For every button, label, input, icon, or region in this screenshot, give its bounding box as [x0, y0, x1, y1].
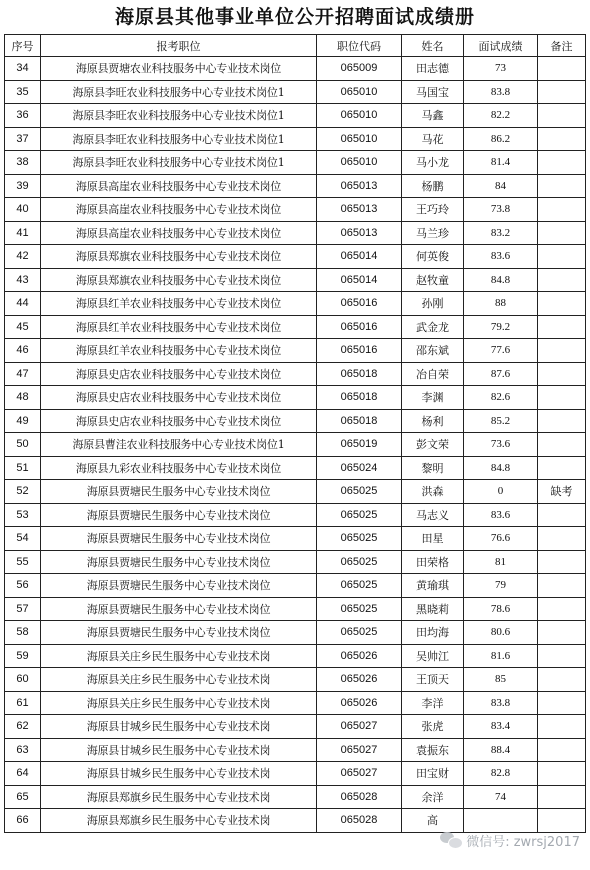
- cell-name: 赵牧童: [402, 268, 464, 292]
- cell-position: 海原县贾塘民生服务中心专业技术岗位: [41, 621, 317, 645]
- cell-score: 83.2: [464, 221, 538, 245]
- cell-seq: 62: [5, 715, 41, 739]
- cell-position: 海原县贾塘民生服务中心专业技术岗位: [41, 503, 317, 527]
- cell-score: 73.6: [464, 433, 538, 457]
- cell-seq: 47: [5, 362, 41, 386]
- cell-code: 065025: [317, 480, 402, 504]
- table-row: [5, 362, 586, 386]
- table-row: [5, 433, 586, 457]
- table-row: [5, 245, 586, 269]
- cell-code: 065025: [317, 503, 402, 527]
- cell-note: [538, 268, 586, 292]
- watermark-text: 微信号: zwrsj2017: [466, 834, 580, 850]
- cell-seq: 63: [5, 738, 41, 762]
- cell-code: 065026: [317, 644, 402, 668]
- cell-seq: 56: [5, 574, 41, 598]
- cell-code: 065010: [317, 151, 402, 175]
- cell-name: 余洋: [402, 785, 464, 809]
- cell-note: [538, 785, 586, 809]
- cell-seq: 49: [5, 409, 41, 433]
- cell-score: 85.2: [464, 409, 538, 433]
- watermark: [440, 828, 580, 852]
- cell-position: 海原县关庄乡民生服务中心专业技术岗: [41, 691, 317, 715]
- cell-code: 065018: [317, 409, 402, 433]
- cell-code: 065028: [317, 809, 402, 833]
- cell-note: [538, 104, 586, 128]
- table-row: [5, 386, 586, 410]
- cell-note: [538, 668, 586, 692]
- cell-name: 王顶天: [402, 668, 464, 692]
- table-row: [5, 104, 586, 128]
- cell-position: 海原县红羊农业科技服务中心专业技术岗位: [41, 292, 317, 316]
- table-row: [5, 198, 586, 222]
- cell-code: 065026: [317, 691, 402, 715]
- cell-seq: 60: [5, 668, 41, 692]
- cell-code: 065027: [317, 762, 402, 786]
- cell-name: 冶自荣: [402, 362, 464, 386]
- cell-score: 82.2: [464, 104, 538, 128]
- cell-name: 武金龙: [402, 315, 464, 339]
- cell-note: [538, 245, 586, 269]
- cell-score: 80.6: [464, 621, 538, 645]
- cell-score: 83.4: [464, 715, 538, 739]
- cell-code: 065013: [317, 174, 402, 198]
- table-row: [5, 80, 586, 104]
- table-row: [5, 527, 586, 551]
- cell-code: 065026: [317, 668, 402, 692]
- cell-code: 065028: [317, 785, 402, 809]
- cell-position: 海原县史店农业科技服务中心专业技术岗位: [41, 362, 317, 386]
- cell-name: 彭文荣: [402, 433, 464, 457]
- cell-score: 83.6: [464, 245, 538, 269]
- table-row: [5, 691, 586, 715]
- cell-position: 海原县郑旗乡民生服务中心专业技术岗: [41, 809, 317, 833]
- cell-code: 065018: [317, 386, 402, 410]
- cell-seq: 40: [5, 198, 41, 222]
- table-row: [5, 339, 586, 363]
- cell-name: 田志德: [402, 57, 464, 81]
- cell-seq: 54: [5, 527, 41, 551]
- cell-seq: 59: [5, 644, 41, 668]
- cell-position: 海原县贾塘农业科技服务中心专业技术岗位: [41, 57, 317, 81]
- cell-score: 78.6: [464, 597, 538, 621]
- table-row: [5, 268, 586, 292]
- table-row: [5, 715, 586, 739]
- cell-position: 海原县贾塘民生服务中心专业技术岗位: [41, 527, 317, 551]
- cell-note: [538, 456, 586, 480]
- cell-note: [538, 221, 586, 245]
- table-row: [5, 292, 586, 316]
- table-row: [5, 762, 586, 786]
- wechat-icon: [440, 831, 462, 849]
- cell-name: 田星: [402, 527, 464, 551]
- cell-score: 85: [464, 668, 538, 692]
- cell-code: 065013: [317, 198, 402, 222]
- cell-name: 马花: [402, 127, 464, 151]
- header-score: 面试成绩: [464, 35, 538, 57]
- table-row: [5, 597, 586, 621]
- cell-position: 海原县高崖农业科技服务中心专业技术岗位: [41, 174, 317, 198]
- cell-name: 高: [402, 809, 464, 833]
- header-seq: 序号: [5, 35, 41, 57]
- cell-seq: 53: [5, 503, 41, 527]
- cell-position: 海原县九彩农业科技服务中心专业技术岗位: [41, 456, 317, 480]
- cell-score: 76.6: [464, 527, 538, 551]
- table-row: [5, 668, 586, 692]
- cell-score: 73: [464, 57, 538, 81]
- cell-seq: 38: [5, 151, 41, 175]
- cell-name: 田宝财: [402, 762, 464, 786]
- cell-note: [538, 433, 586, 457]
- cell-code: 065014: [317, 245, 402, 269]
- cell-note: 缺考: [538, 480, 586, 504]
- cell-note: [538, 315, 586, 339]
- cell-name: 何英俊: [402, 245, 464, 269]
- table-row: [5, 221, 586, 245]
- cell-position: 海原县红羊农业科技服务中心专业技术岗位: [41, 339, 317, 363]
- cell-note: [538, 386, 586, 410]
- table-row: [5, 644, 586, 668]
- cell-seq: 37: [5, 127, 41, 151]
- table-row: [5, 127, 586, 151]
- cell-seq: 46: [5, 339, 41, 363]
- cell-note: [538, 644, 586, 668]
- table-row: [5, 550, 586, 574]
- cell-seq: 36: [5, 104, 41, 128]
- cell-seq: 42: [5, 245, 41, 269]
- cell-name: 马鑫: [402, 104, 464, 128]
- table-row: [5, 456, 586, 480]
- cell-name: 田荣格: [402, 550, 464, 574]
- cell-name: 袁振东: [402, 738, 464, 762]
- cell-name: 李洋: [402, 691, 464, 715]
- cell-score: 83.6: [464, 503, 538, 527]
- cell-note: [538, 762, 586, 786]
- cell-score: 83.8: [464, 691, 538, 715]
- cell-note: [538, 151, 586, 175]
- cell-name: 吴帅江: [402, 644, 464, 668]
- table-row: [5, 574, 586, 598]
- cell-code: 065027: [317, 715, 402, 739]
- cell-seq: 44: [5, 292, 41, 316]
- table-row: [5, 621, 586, 645]
- cell-score: 84.8: [464, 456, 538, 480]
- cell-name: 邵东斌: [402, 339, 464, 363]
- cell-position: 海原县李旺农业科技服务中心专业技术岗位1: [41, 127, 317, 151]
- cell-code: 065016: [317, 339, 402, 363]
- cell-name: 洪森: [402, 480, 464, 504]
- cell-score: 83.8: [464, 80, 538, 104]
- cell-position: 海原县甘城乡民生服务中心专业技术岗: [41, 715, 317, 739]
- cell-code: 065016: [317, 292, 402, 316]
- cell-code: 065010: [317, 80, 402, 104]
- cell-seq: 66: [5, 809, 41, 833]
- cell-score: 77.6: [464, 339, 538, 363]
- cell-note: [538, 527, 586, 551]
- table-row: [5, 57, 586, 81]
- cell-code: 065025: [317, 621, 402, 645]
- cell-seq: 50: [5, 433, 41, 457]
- cell-code: 065014: [317, 268, 402, 292]
- cell-score: 88.4: [464, 738, 538, 762]
- cell-seq: 58: [5, 621, 41, 645]
- cell-position: 海原县李旺农业科技服务中心专业技术岗位1: [41, 80, 317, 104]
- cell-position: 海原县高崖农业科技服务中心专业技术岗位: [41, 221, 317, 245]
- cell-position: 海原县甘城乡民生服务中心专业技术岗: [41, 738, 317, 762]
- cell-name: 李渊: [402, 386, 464, 410]
- cell-score: 82.8: [464, 762, 538, 786]
- cell-note: [538, 174, 586, 198]
- cell-code: 065016: [317, 315, 402, 339]
- cell-seq: 57: [5, 597, 41, 621]
- cell-name: 黎明: [402, 456, 464, 480]
- cell-code: 065018: [317, 362, 402, 386]
- cell-name: 杨利: [402, 409, 464, 433]
- cell-code: 065009: [317, 57, 402, 81]
- header-note: 备注: [538, 35, 586, 57]
- cell-score: 81: [464, 550, 538, 574]
- cell-score: 82.6: [464, 386, 538, 410]
- cell-name: 杨鹏: [402, 174, 464, 198]
- cell-code: 065025: [317, 550, 402, 574]
- cell-seq: 61: [5, 691, 41, 715]
- cell-name: 黄瑜琪: [402, 574, 464, 598]
- cell-score: 74: [464, 785, 538, 809]
- cell-name: 张虎: [402, 715, 464, 739]
- cell-score: 88: [464, 292, 538, 316]
- cell-note: [538, 597, 586, 621]
- page-title: 海原县其他事业单位公开招聘面试成绩册: [114, 6, 475, 28]
- cell-note: [538, 57, 586, 81]
- cell-seq: 45: [5, 315, 41, 339]
- cell-position: 海原县高崖农业科技服务中心专业技术岗位: [41, 198, 317, 222]
- cell-note: [538, 80, 586, 104]
- cell-note: [538, 198, 586, 222]
- cell-code: 065010: [317, 127, 402, 151]
- cell-code: 065019: [317, 433, 402, 457]
- cell-code: 065025: [317, 527, 402, 551]
- cell-position: 海原县贾塘民生服务中心专业技术岗位: [41, 597, 317, 621]
- table-row: [5, 409, 586, 433]
- cell-position: 海原县李旺农业科技服务中心专业技术岗位1: [41, 151, 317, 175]
- cell-score: 0: [464, 480, 538, 504]
- cell-code: 065025: [317, 597, 402, 621]
- cell-name: 马小龙: [402, 151, 464, 175]
- cell-note: [538, 715, 586, 739]
- cell-note: [538, 362, 586, 386]
- cell-score: 86.2: [464, 127, 538, 151]
- cell-seq: 43: [5, 268, 41, 292]
- cell-score: 84.8: [464, 268, 538, 292]
- cell-name: 田均海: [402, 621, 464, 645]
- cell-position: 海原县郑旗乡民生服务中心专业技术岗: [41, 785, 317, 809]
- cell-position: 海原县史店农业科技服务中心专业技术岗位: [41, 409, 317, 433]
- cell-position: 海原县关庄乡民生服务中心专业技术岗: [41, 644, 317, 668]
- cell-seq: 39: [5, 174, 41, 198]
- header-position: 报考职位: [41, 35, 317, 57]
- cell-position: 海原县甘城乡民生服务中心专业技术岗: [41, 762, 317, 786]
- cell-seq: 55: [5, 550, 41, 574]
- cell-code: 065027: [317, 738, 402, 762]
- cell-position: 海原县郑旗农业科技服务中心专业技术岗位: [41, 268, 317, 292]
- cell-name: 马志义: [402, 503, 464, 527]
- cell-position: 海原县郑旗农业科技服务中心专业技术岗位: [41, 245, 317, 269]
- cell-code: 065025: [317, 574, 402, 598]
- cell-position: 海原县关庄乡民生服务中心专业技术岗: [41, 668, 317, 692]
- cell-note: [538, 621, 586, 645]
- table-row: [5, 174, 586, 198]
- cell-note: [538, 409, 586, 433]
- cell-position: 海原县李旺农业科技服务中心专业技术岗位1: [41, 104, 317, 128]
- cell-code: 065024: [317, 456, 402, 480]
- cell-name: 黑晓莉: [402, 597, 464, 621]
- cell-note: [538, 127, 586, 151]
- header-code: 职位代码: [317, 35, 402, 57]
- table-row: [5, 480, 586, 504]
- cell-position: 海原县贾塘民生服务中心专业技术岗位: [41, 550, 317, 574]
- cell-seq: 48: [5, 386, 41, 410]
- cell-score: 81.4: [464, 151, 538, 175]
- cell-position: 海原县贾塘民生服务中心专业技术岗位: [41, 480, 317, 504]
- cell-name: 马兰珍: [402, 221, 464, 245]
- cell-score: 79: [464, 574, 538, 598]
- cell-score: 73.8: [464, 198, 538, 222]
- cell-seq: 52: [5, 480, 41, 504]
- table-row: [5, 503, 586, 527]
- cell-score: 81.6: [464, 644, 538, 668]
- cell-code: 065010: [317, 104, 402, 128]
- cell-note: [538, 574, 586, 598]
- cell-note: [538, 292, 586, 316]
- cell-position: 海原县曹洼农业科技服务中心专业技术岗位1: [41, 433, 317, 457]
- score-table: [4, 34, 586, 833]
- cell-note: [538, 503, 586, 527]
- table-row: [5, 785, 586, 809]
- cell-note: [538, 550, 586, 574]
- table-header-row: [5, 35, 586, 57]
- cell-position: 海原县史店农业科技服务中心专业技术岗位: [41, 386, 317, 410]
- cell-position: 海原县红羊农业科技服务中心专业技术岗位: [41, 315, 317, 339]
- cell-seq: 65: [5, 785, 41, 809]
- cell-name: 马国宝: [402, 80, 464, 104]
- cell-seq: 34: [5, 57, 41, 81]
- cell-code: 065013: [317, 221, 402, 245]
- cell-note: [538, 691, 586, 715]
- cell-score: 84: [464, 174, 538, 198]
- cell-score: 79.2: [464, 315, 538, 339]
- header-name: 姓名: [402, 35, 464, 57]
- cell-note: [538, 339, 586, 363]
- cell-name: 孙刚: [402, 292, 464, 316]
- cell-note: [538, 738, 586, 762]
- cell-score: 87.6: [464, 362, 538, 386]
- cell-seq: 41: [5, 221, 41, 245]
- table-row: [5, 315, 586, 339]
- cell-seq: 35: [5, 80, 41, 104]
- table-row: [5, 738, 586, 762]
- cell-position: 海原县贾塘民生服务中心专业技术岗位: [41, 574, 317, 598]
- cell-seq: 51: [5, 456, 41, 480]
- table-row: [5, 151, 586, 175]
- cell-seq: 64: [5, 762, 41, 786]
- cell-name: 王巧玲: [402, 198, 464, 222]
